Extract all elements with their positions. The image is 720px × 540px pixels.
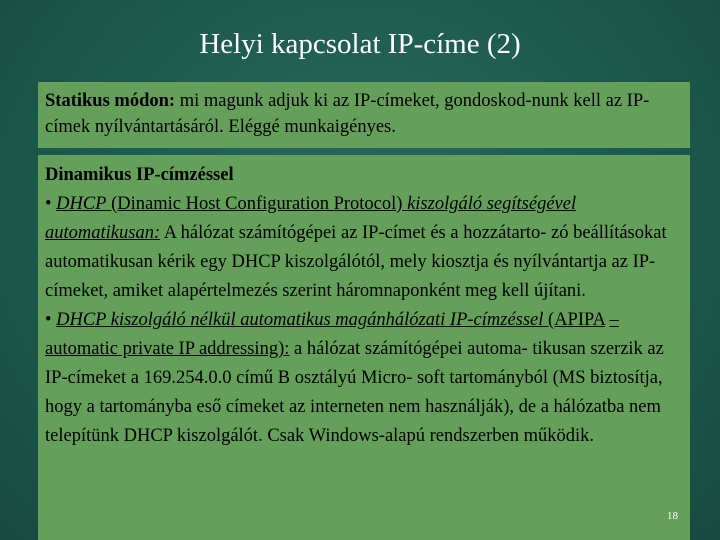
static-addressing-box: [38, 82, 690, 148]
dhcp-auto-phrase: automatikusan:: [45, 223, 161, 243]
apipa-description: a hálózat számítógépei automa- tikusan szerzik az IP-címeket a 169.254.0.0 című B osztályú Micro- soft tartományból (MS biztosítja, hogy a tartományba eső címeket az interneten nem használják), de a hálózatba nem telepítünk DHCP kiszolgálót. Csak Windows-alapú rendszerben működik.: [45, 339, 664, 446]
static-paragraph: [45, 88, 682, 140]
apipa-bullet: •: [45, 310, 57, 330]
dynamic-heading: Dinamikus IP-címzéssel: [45, 165, 234, 185]
apipa-bullet-item: [45, 306, 684, 451]
dhcp-description: A hálózat számítógépei az IP-címet és a hozzátarto- zó beállításokat automatikusan kérik egy DHCP kiszolgálótól, mely kiosztja és nyílvántartja az IP-címeket, amiket alapértelmezés szerint háromnaponként meg kell újítani.: [45, 223, 667, 301]
dhcp-term: DHCP: [56, 194, 107, 214]
dhcp-bullet: •: [45, 194, 57, 214]
static-text: mi magunk adjuk ki az IP-címeket, gondoskod-nunk kell az IP-címek nyílvántartásáról. Eléggé munkaigényes.: [45, 91, 650, 137]
static-heading: Statikus módon:: [45, 91, 176, 111]
apipa-acronym: (APIPA: [543, 310, 605, 330]
dynamic-addressing-box: [38, 155, 690, 540]
apipa-expansion: – automatic private IP addressing):: [45, 310, 619, 359]
dhcp-bullet-item: [45, 190, 684, 306]
apipa-term: DHCP kiszolgáló nélkül automatikus magánhálózati IP-címzéssel: [56, 310, 544, 330]
slide-number: 18: [667, 510, 678, 522]
dhcp-server-phrase: kiszolgáló segítségével: [407, 194, 577, 214]
slide-title: Helyi kapcsolat IP-címe (2): [199, 28, 521, 60]
dhcp-term-expansion: (Dinamic Host Configuration Protocol): [106, 194, 408, 214]
